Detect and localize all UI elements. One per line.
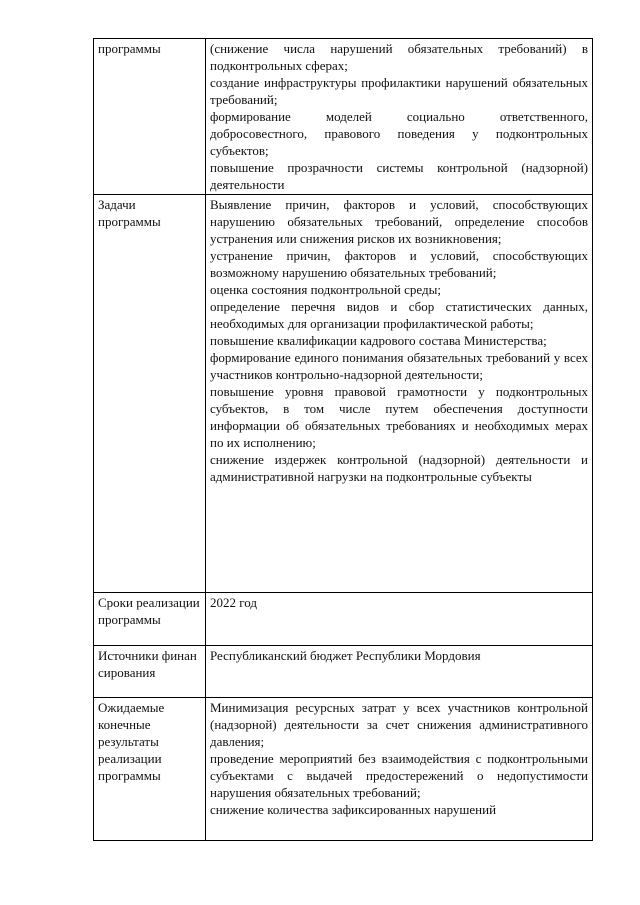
list-item: проведение мероприятий без взаимодействия с подконтрольными субъектами с выдачей предостережений о недопустимости нарушения обязательных требований;: [210, 751, 588, 800]
list-item: оценка состояния подконтрольной среды;: [210, 282, 441, 297]
row-label-terms: Сроки реализации программы: [94, 593, 206, 646]
list-item: повышение прозрачности системы контрольной (надзорной) деятельности: [210, 160, 588, 192]
list-item: формирование моделей социально ответственного, добросовестного, правового поведения у подконтрольных субъектов;: [210, 109, 588, 158]
row-label-goals: программы: [94, 39, 206, 195]
row-content-terms: [206, 593, 593, 646]
list-item: устранение причин, факторов и условий, способствующих возможному нарушению обязательных требований;: [210, 248, 588, 280]
row-content-sources: [206, 646, 593, 698]
row-content-goals: [206, 39, 593, 195]
list-item: Республиканский бюджет Республики Мордовия: [210, 648, 481, 663]
list-item: создание инфраструктуры профилактики нарушений обязательных требований;: [210, 75, 588, 107]
list-item: снижение количества зафиксированных нарушений: [210, 802, 497, 817]
table-row-funding-sources: [94, 646, 593, 698]
program-passport-table: [93, 38, 593, 841]
row-label-sources: Источники финансирования: [94, 646, 206, 698]
list-item: Выявление причин, факторов и условий, способствующих нарушению обязательных требований, определение способов устранения или снижения рисков их возникновения;: [210, 197, 588, 246]
row-content-tasks: [206, 195, 593, 593]
list-item: повышение уровня правовой грамотности у подконтрольных субъектов, в том числе путем обеспечения доступности информации об обязательных требованиях и необходимых мерах по их исполнению;: [210, 384, 588, 450]
list-item: снижение издержек контрольной (надзорной) деятельности и административной нагрузки на подконтрольные субъекты: [210, 452, 588, 484]
row-content-results: [206, 698, 593, 841]
table-row-program-goals: [94, 39, 593, 195]
list-item: формирование единого понимания обязательных требований у всех участников контрольно-надзорной деятельности;: [210, 350, 588, 382]
list-item: Минимизация ресурсных затрат у всех участников контрольной (надзорной) деятельности за счет снижения административного давления;: [210, 700, 588, 749]
list-item: 2022 год: [210, 595, 257, 610]
list-item: определение перечня видов и сбор статистических данных, необходимых для организации профилактической работы;: [210, 299, 588, 331]
row-label-tasks: Задачи программы: [94, 195, 206, 593]
table-row-program-tasks: [94, 195, 593, 593]
row-label-results: Ожидаемые конечные результаты реализации программы: [94, 698, 206, 841]
list-item: (снижение числа нарушений обязательных требований) в подконтрольных сферах;: [210, 41, 588, 73]
list-item: повышение квалификации кадрового состава Министерства;: [210, 333, 547, 348]
table-row-program-terms: [94, 593, 593, 646]
table-row-expected-results: [94, 698, 593, 841]
